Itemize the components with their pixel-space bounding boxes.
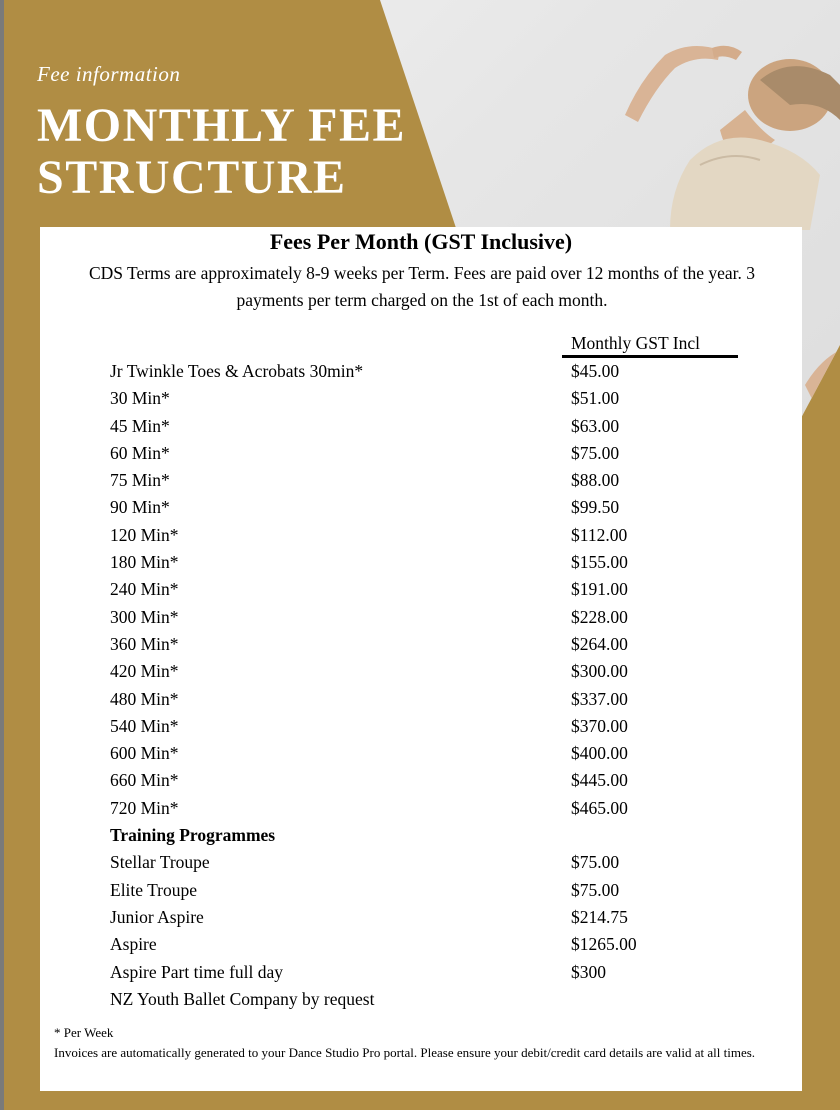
fee-row (110, 960, 770, 987)
section-heading: Training Programmes (110, 825, 276, 846)
fee-price: $75.00 (571, 852, 620, 873)
card-description: CDS Terms are approximately 8-9 weeks per Term. Fees are paid over 12 months of the year. 3 payments per term charged on the 1st of each month. (88, 263, 756, 310)
page-title-line-2: STRUCTURE (37, 151, 347, 204)
fee-row (110, 796, 770, 823)
fee-name: Elite Troupe (110, 879, 198, 900)
fee-name: 600 Min* (110, 743, 179, 764)
fee-price: $99.50 (571, 497, 620, 518)
fee-price: $51.00 (571, 388, 620, 409)
fee-name: 720 Min* (110, 797, 179, 818)
fee-price: $75.00 (571, 879, 620, 900)
fee-information-subtitle: Fee information (37, 62, 181, 86)
fee-price: $191.00 (571, 579, 628, 600)
section-heading-row (110, 823, 770, 850)
fee-name: Stellar Troupe (110, 852, 210, 873)
fee-price: $63.00 (571, 415, 620, 436)
fee-name: 480 Min* (110, 688, 179, 709)
fee-row (110, 768, 770, 795)
fee-price: $300.00 (571, 661, 628, 682)
fee-name: 180 Min* (110, 552, 179, 573)
fee-price: $370.00 (571, 715, 628, 736)
fee-price: $400.00 (571, 743, 628, 764)
fee-price: $465.00 (571, 797, 628, 818)
fee-row (110, 659, 770, 686)
fee-row (110, 495, 770, 522)
page-title-line-1: MONTHLY FEE (37, 99, 406, 152)
fee-row (110, 850, 770, 877)
fee-name: 540 Min* (110, 715, 179, 736)
fee-row (110, 468, 770, 495)
fee-price: $112.00 (571, 524, 628, 545)
fee-row (110, 523, 770, 550)
fee-name: 240 Min* (110, 579, 179, 600)
card-heading: Fees Per Month (GST Inclusive) (269, 229, 573, 254)
footnote-invoice-notice: Invoices are automatically generated to your Dance Studio Pro portal. Please ensure your debit/credit card details are valid at all times. (54, 1045, 756, 1060)
page-left-edge (0, 0, 4, 1110)
fee-name: 120 Min* (110, 524, 179, 545)
page-title (37, 100, 406, 204)
fee-name: Jr Twinkle Toes & Acrobats 30min* (110, 361, 364, 381)
fee-row (110, 741, 770, 768)
fee-price: $45.00 (571, 361, 620, 381)
fee-row (110, 441, 770, 468)
fee-price: $1265.00 (571, 934, 637, 955)
fee-name: Aspire Part time full day (110, 961, 284, 982)
fee-name: 300 Min* (110, 606, 179, 627)
fee-price: $214.75 (571, 906, 628, 927)
fee-row (110, 359, 770, 386)
fee-table (110, 359, 770, 1014)
footnote (54, 1023, 794, 1063)
fee-row (110, 905, 770, 932)
fee-price: $228.00 (571, 606, 628, 627)
fee-price: $445.00 (571, 770, 628, 791)
fee-row (110, 550, 770, 577)
fee-row (110, 932, 770, 959)
column-header-underline (562, 355, 738, 358)
fee-row (110, 878, 770, 905)
fee-name: Junior Aspire (110, 906, 204, 927)
fee-row (110, 386, 770, 413)
fee-price: $300 (571, 961, 606, 982)
fee-name: 420 Min* (110, 661, 179, 682)
fee-name: 90 Min* (110, 497, 170, 518)
fee-name: NZ Youth Ballet Company by request (110, 988, 375, 1009)
fee-price: $88.00 (571, 470, 620, 491)
fee-name: 75 Min* (110, 470, 170, 491)
fee-name: 60 Min* (110, 442, 170, 463)
fee-price: $155.00 (571, 552, 628, 573)
fee-row (110, 987, 770, 1014)
footnote-per-week: * Per Week (54, 1025, 114, 1040)
fee-row (110, 605, 770, 632)
column-header-monthly-gst: Monthly GST Incl (571, 333, 700, 353)
fee-name: 45 Min* (110, 415, 170, 436)
fee-row (110, 632, 770, 659)
fee-row (110, 714, 770, 741)
fee-price: $264.00 (571, 633, 628, 654)
fee-price: $337.00 (571, 688, 628, 709)
fee-name: Aspire (110, 934, 157, 955)
fee-price: $75.00 (571, 442, 620, 463)
fee-row (110, 687, 770, 714)
fee-name: 360 Min* (110, 633, 179, 654)
fee-card (40, 227, 802, 1091)
fee-row (110, 577, 770, 604)
fee-name: 660 Min* (110, 770, 179, 791)
fee-row (110, 414, 770, 441)
fee-name: 30 Min* (110, 388, 170, 409)
